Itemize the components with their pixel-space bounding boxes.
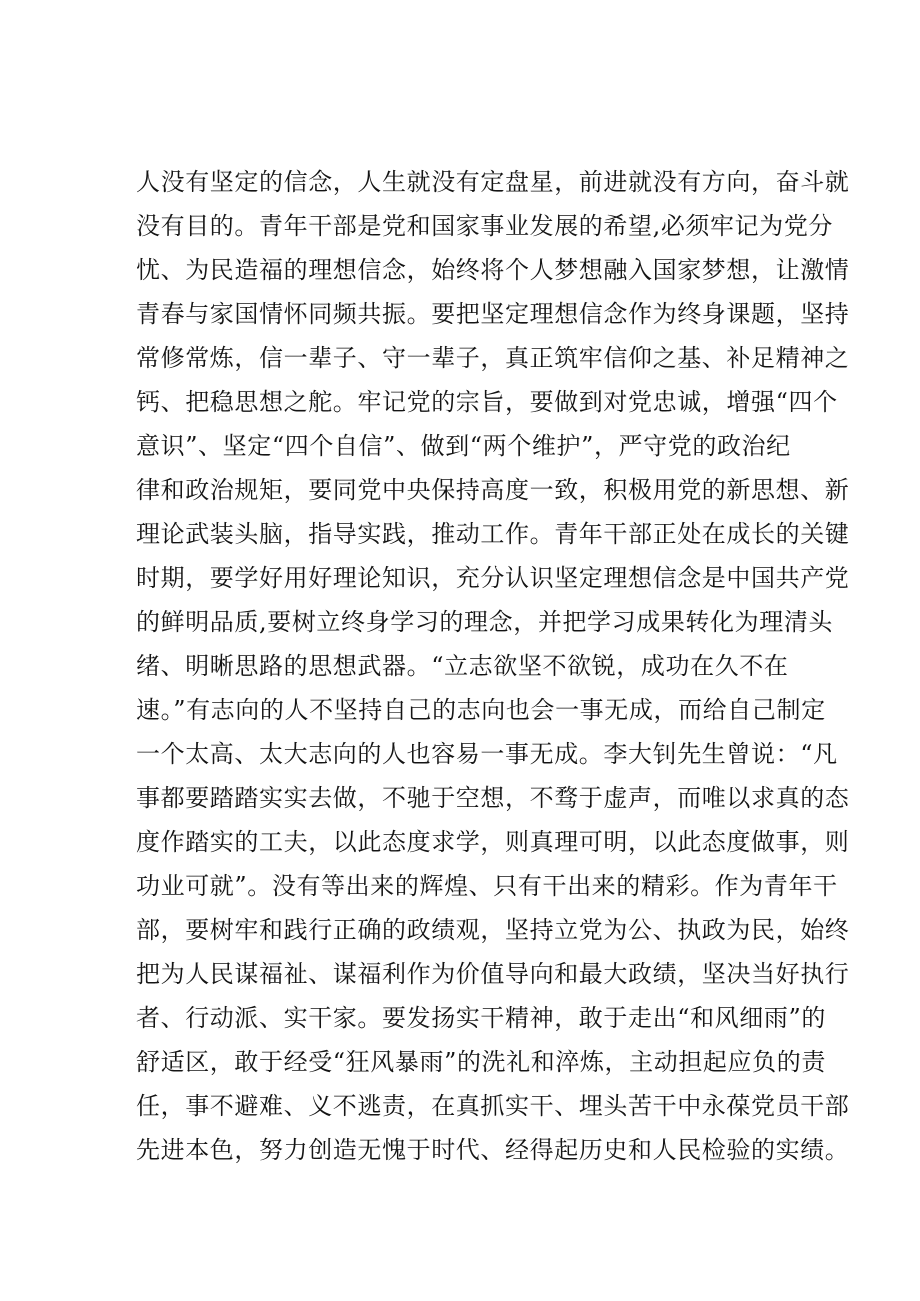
body-paragraph [136,160,850,1172]
text-line: 时期，要学好用好理论知识，充分认识坚定理想信念是中国共产党 [136,564,850,592]
text-line: 绪、明晰思路的思想武器。“立志欲坚不欲锐，成功在久不在 [136,652,789,680]
text-line: 把为人民谋福祉、谋福利作为价值导向和最大政绩，坚决当好执行 [136,960,850,988]
text-line: 常修常炼，信一辈子、守一辈子，真正筑牢信仰之基、补足精神之 [136,344,850,372]
text-line: 理论武装头脑，指导实践，推动工作。青年干部正处在成长的关键 [136,520,850,548]
text-line: 的鲜明品质,要树立终身学习的理念，并把学习成果转化为理清头 [136,608,834,636]
text-line: 先进本色，努力创造无愧于时代、经得起历史和人民检验的实绩。 [136,1136,850,1164]
text-line: 者、行动派、实干家。要发扬实干精神，敢于走出“和风细雨”的 [136,1004,826,1032]
text-line: 人没有坚定的信念，人生就没有定盘星，前进就没有方向，奋斗就 [136,168,850,196]
text-line: 没有目的。青年干部是党和国家事业发展的希望,必须牢记为党分 [136,212,834,240]
text-line: 事都要踏踏实实去做，不驰于空想，不骛于虚声，而唯以求真的态 [136,784,850,812]
text-line: 意识”、坚定“四个自信”、做到“两个维护”，严守党的政治纪 [136,432,791,460]
text-line: 度作踏实的工夫，以此态度求学，则真理可明，以此态度做事，则 [136,828,850,856]
text-line: 钙、把稳思想之舵。牢记党的宗旨，要做到对党忠诚，增强“四个 [136,388,838,416]
text-line: 功业可就”。没有等出来的辉煌、只有干出来的精彩。作为青年干 [136,872,838,900]
text-line: 任，事不避难、义不逃责，在真抓实干、埋头苦干中永葆党员干部 [136,1092,850,1120]
text-line: 律和政治规矩，要同党中央保持高度一致，积极用党的新思想、新 [136,476,850,504]
text-line: 速。”有志向的人不坚持自己的志向也会一事无成，而给自己制定 [136,696,826,724]
text-line: 青春与家国情怀同频共振。要把坚定理想信念作为终身课题，坚持 [136,300,850,328]
text-line: 部，要树牢和践行正确的政绩观，坚持立党为公、执政为民，始终 [136,916,850,944]
text-line: 忧、为民造福的理想信念，始终将个人梦想融入国家梦想，让激情 [136,256,850,284]
text-line: 一个太高、太大志向的人也容易一事无成。李大钊先生曾说：“凡 [136,740,838,768]
text-line: 舒适区，敢于经受“狂风暴雨”的洗礼和淬炼，主动担起应负的责 [136,1048,826,1076]
